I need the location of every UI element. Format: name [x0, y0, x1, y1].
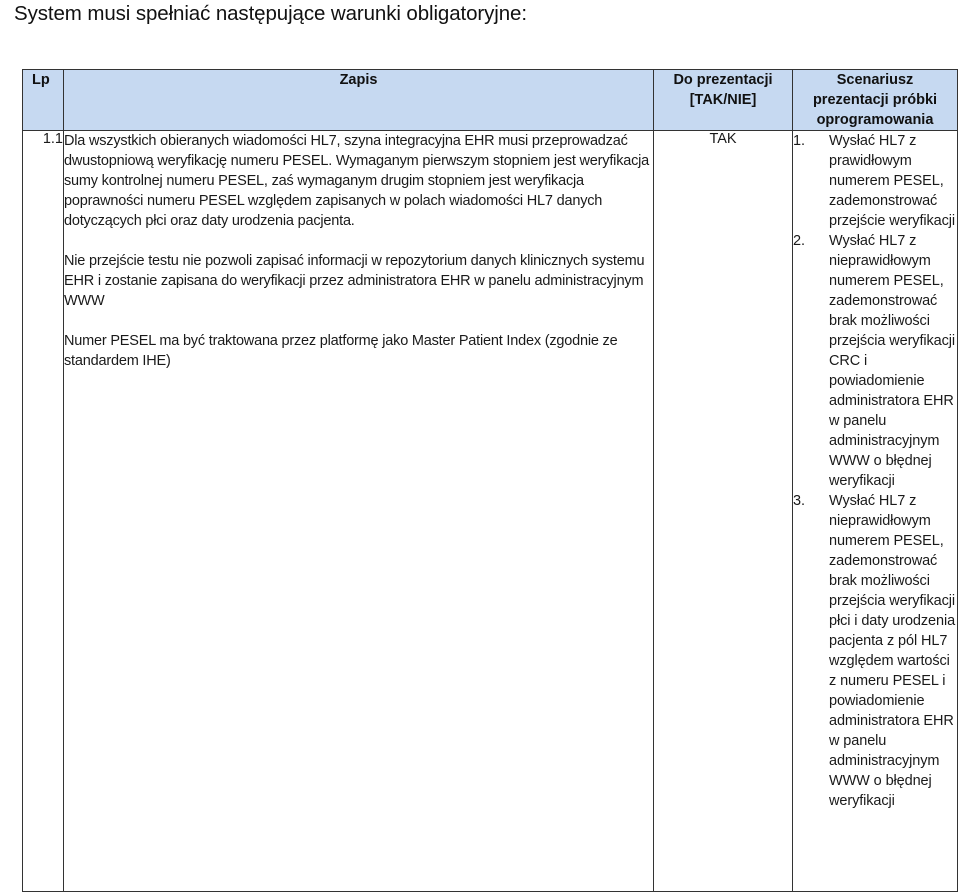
table-row: [23, 131, 958, 892]
table-header-row: [23, 70, 958, 131]
step-text: Wysłać HL7 z nieprawidłowym numerem PESEL, zademonstrować brak możliwości przejścia weryfikacji płci i daty urodzenia pacjenta z pól HL7 względem wartości z numeru PESEL i powiadomienie administratora EHR w panelu administracyjnym WWW o błędnej weryfikacji: [829, 493, 956, 809]
header-lp: Lp: [23, 70, 64, 131]
requirement-text: [64, 131, 654, 892]
scenario-step: [793, 491, 957, 811]
requirements-table: [22, 69, 958, 892]
header-do-prezentacji: Do prezentacji [TAK/NIE]: [654, 70, 793, 131]
row-number: 1.1: [23, 131, 64, 892]
requirement-paragraph: Dla wszystkich obieranych wiadomości HL7, szyna integracyjna EHR musi przeprowadzać dwustopniową weryfikację numeru PESEL. Wymaganym pierwszym stopniem jest weryfikacja sumy kontrolnej numeru PESEL, zaś wymaganym drugim stopniem jest weryfikacja poprawności numeru PESEL względem zapisanych w polach wiadomości HL7 danych dotyczących płci oraz daty urodzenia pacjenta.: [64, 133, 650, 229]
presentation-flag: TAK: [654, 131, 793, 892]
step-number: 1.: [793, 133, 805, 149]
step-number: 3.: [793, 493, 805, 509]
step-text: Wysłać HL7 z nieprawidłowym numerem PESEL, zademonstrować brak możliwości przejścia weryfikacji CRC i powiadomienie administratora EHR w panelu administracyjnym WWW o błędnej weryfikacji: [829, 233, 956, 489]
step-text: Wysłać HL7 z prawidłowym numerem PESEL, zademonstrować przejście weryfikacji: [829, 133, 956, 229]
scenario-step: [793, 231, 957, 491]
requirement-paragraph: Numer PESEL ma być traktowana przez platformę jako Master Patient Index (zgodnie ze standardem IHE): [64, 333, 618, 369]
header-scenariusz: Scenariusz prezentacji próbki oprogramowania: [793, 70, 958, 131]
header-zapis: Zapis: [64, 70, 654, 131]
requirement-paragraph: Nie przejście testu nie pozwoli zapisać informacji w repozytorium danych klinicznych systemu EHR i zostanie zapisana do weryfikacji przez administratora EHR w panelu administracyjnym WWW: [64, 253, 645, 309]
scenario-step: [793, 131, 957, 231]
page-heading: System musi spełniać następujące warunki obligatoryjne:: [14, 2, 527, 25]
scenario-list: [793, 131, 958, 892]
step-number: 2.: [793, 233, 805, 249]
